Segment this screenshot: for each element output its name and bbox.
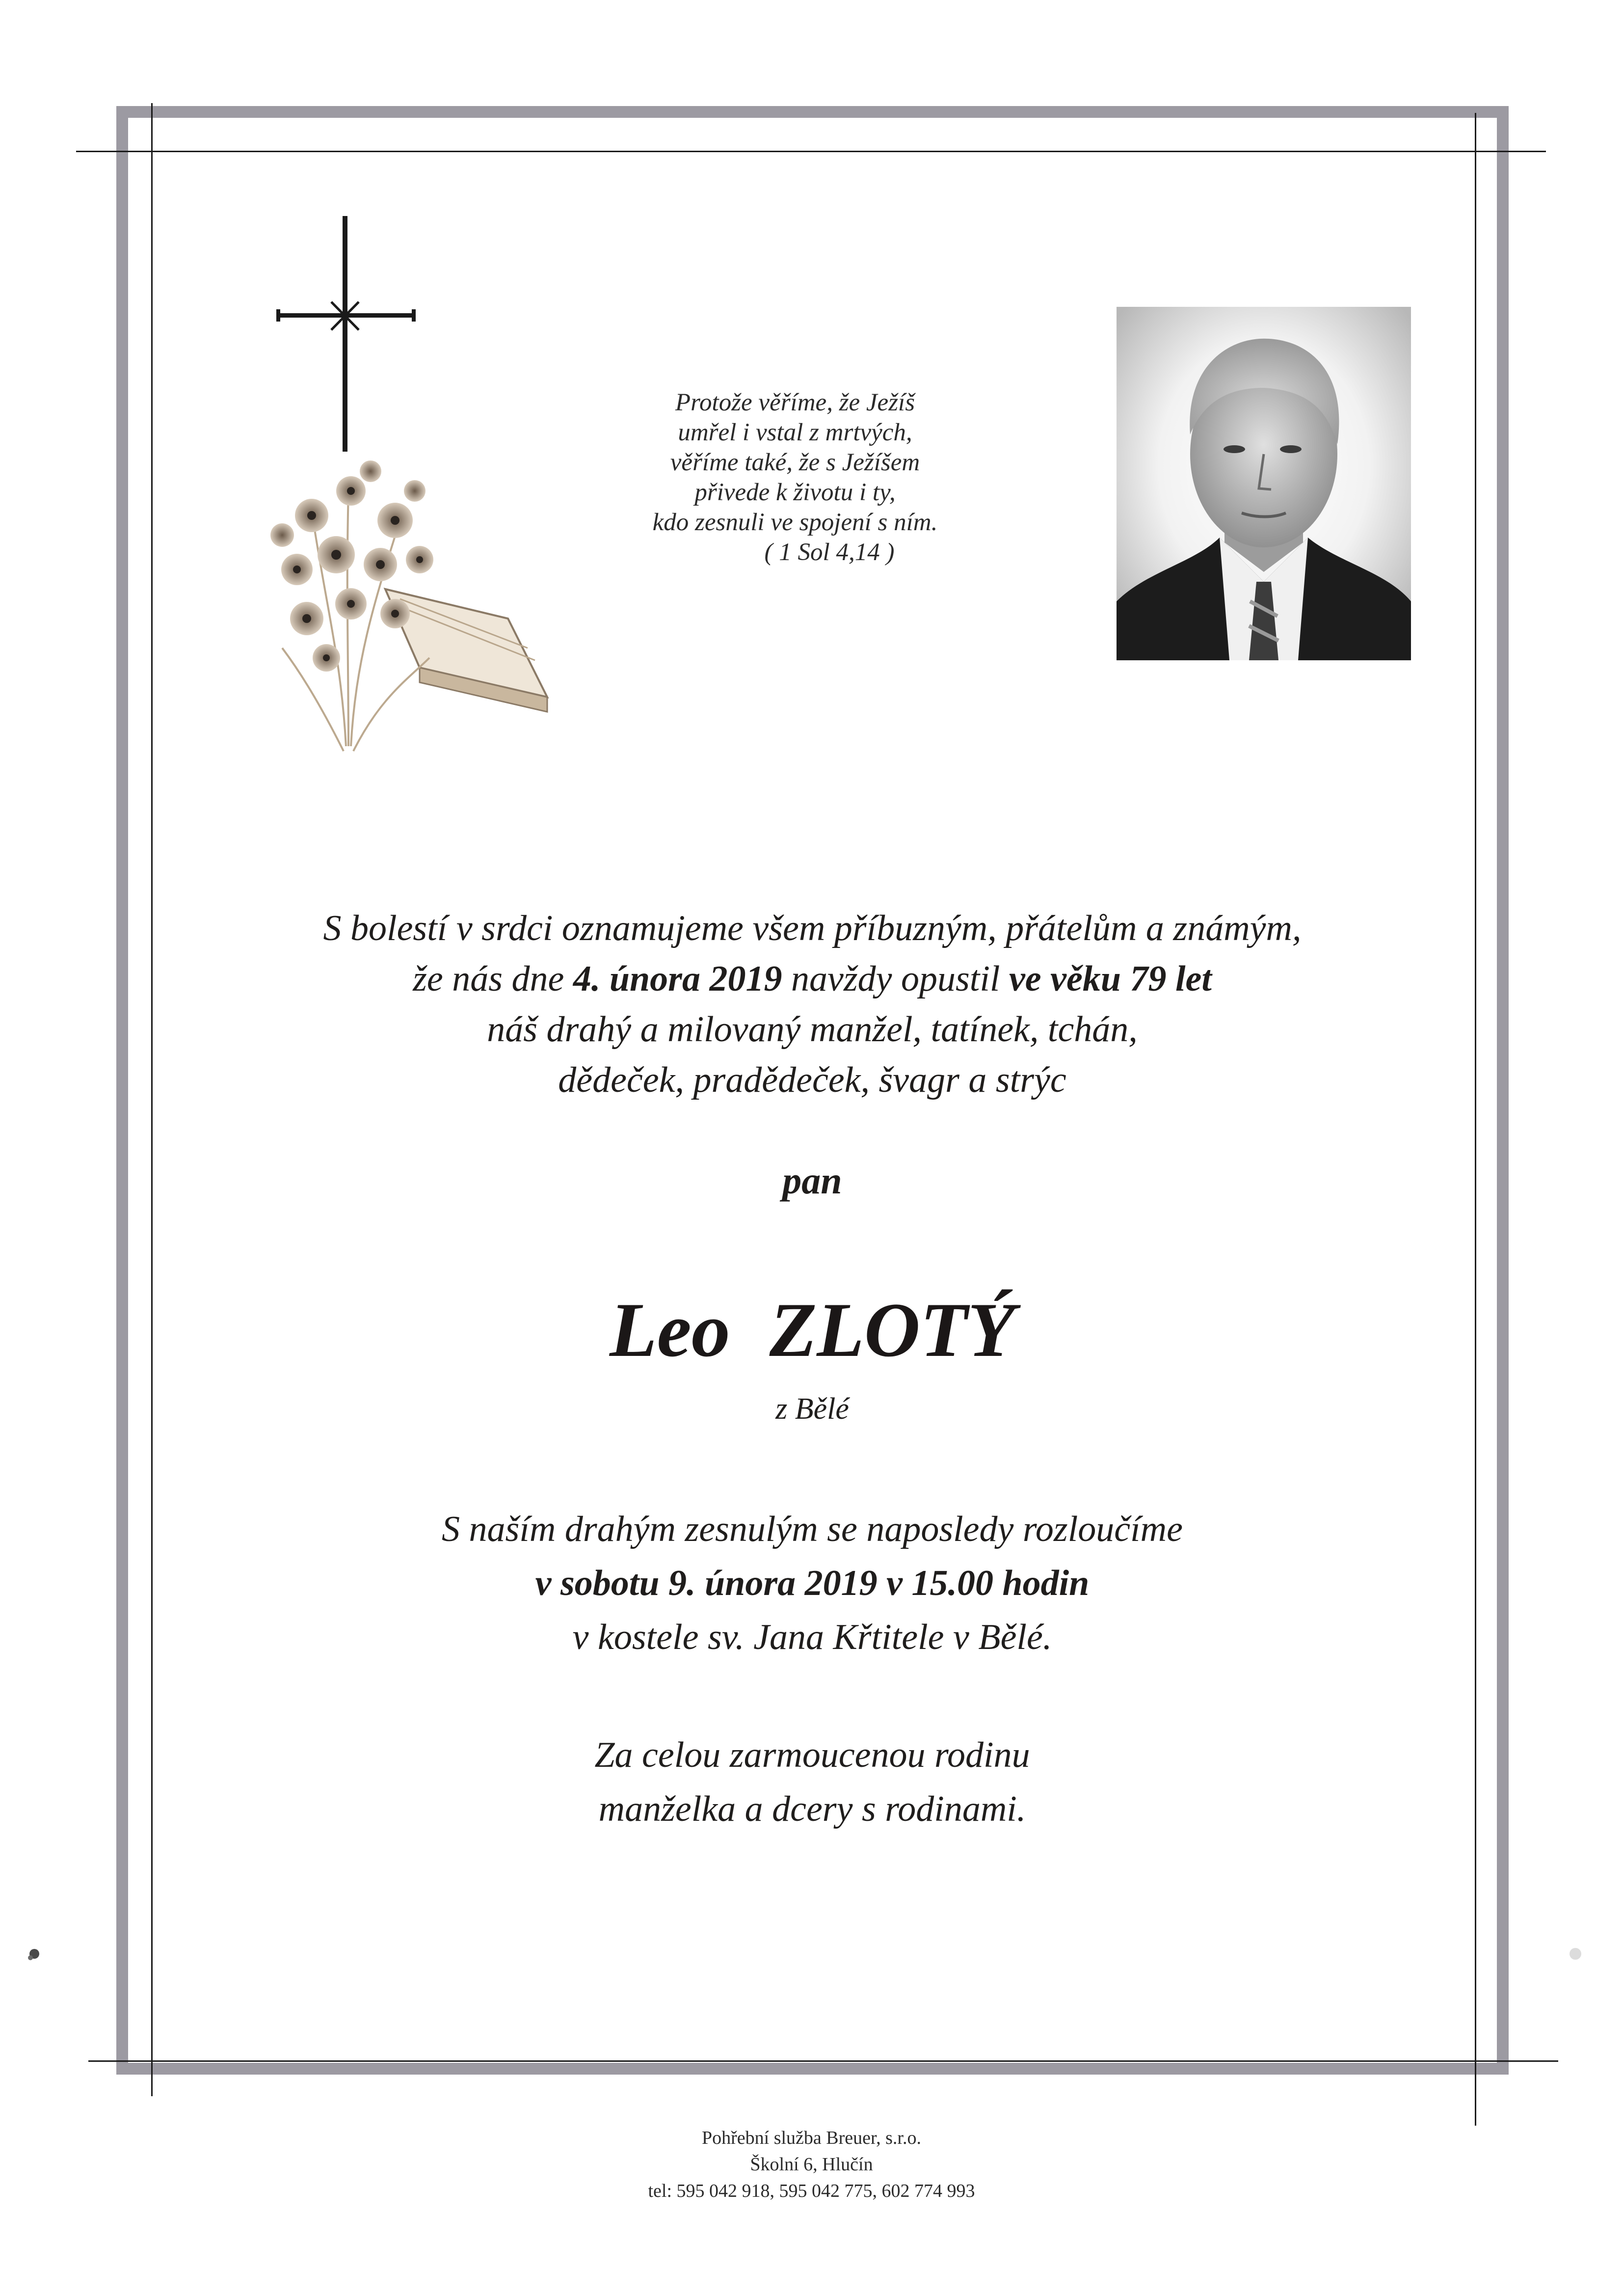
bible-verse [569, 388, 1021, 567]
first-name: Leo [610, 1287, 730, 1373]
funeral-service-footer [442, 2125, 1181, 2204]
scan-speck [25, 1944, 44, 1964]
company-name: Pohřební služba Breuer, s.r.o. [701, 2128, 921, 2148]
funeral-line: S naším drahým zesnulým se naposledy rozloučíme [442, 1509, 1183, 1549]
deceased-name [147, 1286, 1477, 1375]
portrait-photo [1117, 307, 1411, 660]
family-line: Za celou zarmoucenou rodinu [594, 1735, 1030, 1775]
family-signature [147, 1728, 1477, 1836]
verse-line: věříme také, že s Ježíšem [670, 449, 920, 476]
verse-line: kdo zesnuli ve spojení s ním. [652, 509, 938, 536]
surname: ZLOTÝ [769, 1287, 1015, 1373]
funeral-location: v kostele sv. Jana Křtitele v Bělé. [572, 1617, 1052, 1657]
verse-line: přivede k životu i ty, [694, 479, 896, 506]
announcement-text: navždy opustil [782, 959, 1009, 999]
scan-speck [1566, 1944, 1585, 1964]
family-line: manželka a dcery s rodinami. [598, 1789, 1026, 1829]
cross-flowers-icon [253, 216, 567, 756]
place-of-origin: z Bělé [775, 1392, 849, 1426]
company-address: Školní 6, Hlučín [750, 2154, 873, 2175]
top-rule [76, 151, 1546, 152]
death-date: 4. února 2019 [573, 959, 782, 999]
honorific: pan [782, 1159, 842, 1202]
announcement-line: dědeček, pradědeček, švagr a strýc [558, 1060, 1066, 1100]
verse-line: Protože věříme, že Ježíš [675, 389, 915, 416]
company-phones: tel: 595 042 918, 595 042 775, 602 774 993 [648, 2181, 975, 2201]
bottom-rule [88, 2060, 1558, 2062]
announcement-text: že nás dne [413, 959, 573, 999]
verse-reference: ( 1 Sol 4,14 ) [764, 539, 895, 566]
announcement-line: náš drahý a milovaný manžel, tatínek, tchán, [487, 1009, 1138, 1050]
announcement-line: S bolestí v srdci oznamujeme všem příbuzným, přátelům a známým, [323, 908, 1302, 948]
age-at-death: ve věku 79 let [1009, 959, 1212, 999]
announcement [147, 903, 1477, 1106]
funeral-details [147, 1502, 1477, 1664]
verse-line: umřel i vstal z mrtvých, [678, 419, 912, 446]
announcement-line [147, 954, 1477, 1004]
funeral-date-time: v sobotu 9. února 2019 v 15.00 hodin [535, 1563, 1090, 1603]
